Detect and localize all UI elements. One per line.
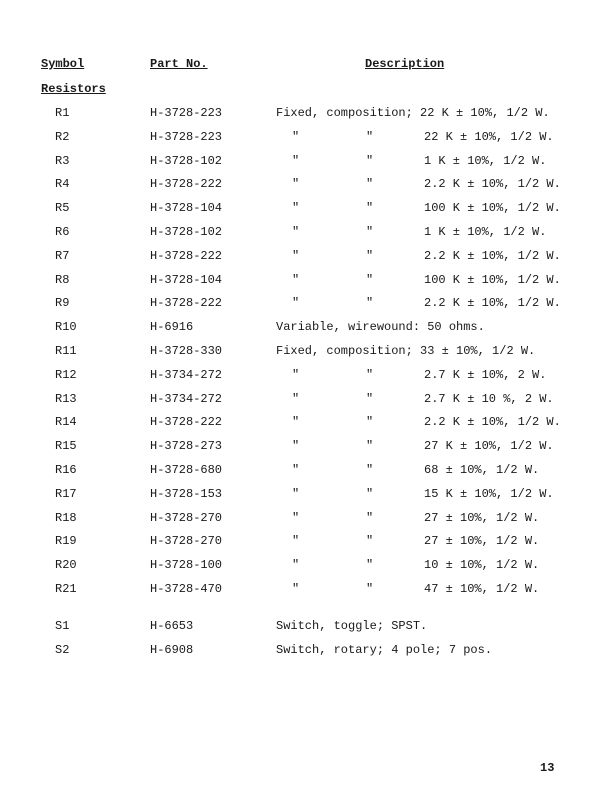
part-number-cell: H-3728-104 bbox=[150, 272, 223, 287]
table-row bbox=[0, 368, 612, 392]
section-heading-resistors: Resistors bbox=[41, 82, 106, 96]
part-number-cell: H-3734-272 bbox=[150, 367, 223, 382]
ditto-mark: " bbox=[292, 224, 300, 239]
ditto-mark: " bbox=[292, 486, 300, 501]
description-cell: Switch, rotary; 4 pole; 7 pos. bbox=[276, 642, 493, 657]
table-row bbox=[0, 511, 612, 535]
symbol-cell: R3 bbox=[55, 153, 70, 168]
symbol-cell: R18 bbox=[55, 510, 77, 525]
table-row bbox=[0, 582, 612, 606]
ditto-mark: " bbox=[292, 415, 300, 430]
table-row bbox=[0, 619, 612, 643]
ditto-mark: " bbox=[292, 201, 300, 216]
ditto-mark: " bbox=[366, 486, 374, 501]
ditto-mark: " bbox=[292, 367, 300, 382]
ditto-mark: " bbox=[292, 272, 300, 287]
part-number-cell: H-6916 bbox=[150, 320, 194, 335]
symbol-cell: R8 bbox=[55, 272, 70, 287]
part-number-cell: H-3728-680 bbox=[150, 462, 223, 477]
value-cell: 2.7 K ± 10 %, 2 W. bbox=[424, 391, 554, 406]
part-number-cell: H-3728-223 bbox=[150, 106, 223, 120]
value-cell: 1 K ± 10%, 1/2 W. bbox=[424, 224, 547, 239]
part-number-cell: H-3728-222 bbox=[150, 296, 223, 311]
part-number-cell: H-3734-272 bbox=[150, 391, 223, 406]
ditto-mark: " bbox=[292, 534, 300, 549]
table-row bbox=[0, 534, 612, 558]
part-number-cell: H-3728-330 bbox=[150, 343, 223, 358]
value-cell: 2.2 K ± 10%, 1/2 W. bbox=[424, 296, 561, 311]
header-description: Description bbox=[365, 57, 445, 71]
table-row bbox=[0, 487, 612, 511]
ditto-mark: " bbox=[292, 558, 300, 573]
part-number-cell: H-3728-100 bbox=[150, 558, 223, 573]
symbol-cell: S2 bbox=[55, 642, 70, 657]
symbol-cell: R20 bbox=[55, 558, 77, 573]
ditto-mark: " bbox=[292, 296, 300, 311]
ditto-mark: " bbox=[292, 391, 300, 406]
ditto-mark: " bbox=[292, 439, 300, 454]
ditto-mark: " bbox=[366, 296, 374, 311]
part-number-cell: H-3728-102 bbox=[150, 153, 223, 168]
value-cell: 2.2 K ± 10%, 1/2 W. bbox=[424, 415, 561, 430]
symbol-cell: R13 bbox=[55, 391, 77, 406]
value-cell: 22 K ± 10%, 1/2 W. bbox=[424, 129, 554, 144]
table-row bbox=[0, 392, 612, 416]
part-number-cell: H-3728-102 bbox=[150, 224, 223, 239]
description-cell: Switch, toggle; SPST. bbox=[276, 618, 428, 633]
symbol-cell: R14 bbox=[55, 415, 77, 430]
symbol-cell: R5 bbox=[55, 201, 70, 216]
symbol-cell: R7 bbox=[55, 248, 70, 263]
ditto-mark: " bbox=[292, 153, 300, 168]
description-cell: Fixed, composition; 22 K ± 10%, 1/2 W. bbox=[276, 106, 550, 120]
table-row bbox=[0, 344, 612, 368]
value-cell: 2.2 K ± 10%, 1/2 W. bbox=[424, 177, 561, 192]
spacer bbox=[0, 606, 612, 619]
ditto-mark: " bbox=[366, 367, 374, 382]
symbol-cell: R17 bbox=[55, 486, 77, 501]
ditto-mark: " bbox=[366, 415, 374, 430]
table-row bbox=[0, 643, 612, 667]
value-cell: 47 ± 10%, 1/2 W. bbox=[424, 581, 540, 596]
parts-list bbox=[0, 106, 612, 666]
page-number: 13 bbox=[540, 761, 555, 775]
symbol-cell: R16 bbox=[55, 462, 77, 477]
value-cell: 2.7 K ± 10%, 2 W. bbox=[424, 367, 547, 382]
table-row bbox=[0, 154, 612, 178]
ditto-mark: " bbox=[366, 439, 374, 454]
part-number-cell: H-6653 bbox=[150, 618, 194, 633]
ditto-mark: " bbox=[366, 224, 374, 239]
value-cell: 15 K ± 10%, 1/2 W. bbox=[424, 486, 554, 501]
ditto-mark: " bbox=[292, 248, 300, 263]
ditto-mark: " bbox=[366, 581, 374, 596]
part-number-cell: H-3728-270 bbox=[150, 534, 223, 549]
part-number-cell: H-3728-273 bbox=[150, 439, 223, 454]
ditto-mark: " bbox=[366, 272, 374, 287]
table-row bbox=[0, 273, 612, 297]
ditto-mark: " bbox=[366, 510, 374, 525]
ditto-mark: " bbox=[292, 129, 300, 144]
ditto-mark: " bbox=[366, 462, 374, 477]
table-row bbox=[0, 320, 612, 344]
symbol-cell: R4 bbox=[55, 177, 70, 192]
table-row bbox=[0, 249, 612, 273]
header-part-no: Part No. bbox=[150, 57, 208, 71]
ditto-mark: " bbox=[292, 510, 300, 525]
symbol-cell: R6 bbox=[55, 224, 70, 239]
value-cell: 68 ± 10%, 1/2 W. bbox=[424, 462, 540, 477]
value-cell: 2.2 K ± 10%, 1/2 W. bbox=[424, 248, 561, 263]
ditto-mark: " bbox=[292, 177, 300, 192]
symbol-cell: R9 bbox=[55, 296, 70, 311]
value-cell: 1 K ± 10%, 1/2 W. bbox=[424, 153, 547, 168]
symbol-cell: R12 bbox=[55, 367, 77, 382]
symbol-cell: S1 bbox=[55, 618, 70, 633]
part-number-cell: H-3728-470 bbox=[150, 581, 223, 596]
symbol-cell: R2 bbox=[55, 129, 70, 144]
part-number-cell: H-3728-222 bbox=[150, 248, 223, 263]
ditto-mark: " bbox=[292, 581, 300, 596]
symbol-cell: R15 bbox=[55, 439, 77, 454]
symbol-cell: R21 bbox=[55, 581, 77, 596]
ditto-mark: " bbox=[292, 462, 300, 477]
table-row bbox=[0, 177, 612, 201]
ditto-mark: " bbox=[366, 248, 374, 263]
part-number-cell: H-3728-104 bbox=[150, 201, 223, 216]
symbol-cell: R11 bbox=[55, 343, 77, 358]
symbol-cell: R10 bbox=[55, 320, 77, 335]
value-cell: 10 ± 10%, 1/2 W. bbox=[424, 558, 540, 573]
part-number-cell: H-3728-223 bbox=[150, 129, 223, 144]
description-cell: Variable, wirewound: 50 ohms. bbox=[276, 320, 485, 335]
table-row bbox=[0, 463, 612, 487]
symbol-cell: R1 bbox=[55, 106, 70, 120]
value-cell: 27 K ± 10%, 1/2 W. bbox=[424, 439, 554, 454]
ditto-mark: " bbox=[366, 201, 374, 216]
header-symbol: Symbol bbox=[41, 57, 85, 71]
table-row bbox=[0, 225, 612, 249]
table-row bbox=[0, 296, 612, 320]
value-cell: 27 ± 10%, 1/2 W. bbox=[424, 534, 540, 549]
ditto-mark: " bbox=[366, 177, 374, 192]
value-cell: 100 K ± 10%, 1/2 W. bbox=[424, 272, 561, 287]
ditto-mark: " bbox=[366, 129, 374, 144]
table-row bbox=[0, 439, 612, 463]
symbol-cell: R19 bbox=[55, 534, 77, 549]
description-cell: Fixed, composition; 33 ± 10%, 1/2 W. bbox=[276, 343, 536, 358]
part-number-cell: H-3728-222 bbox=[150, 415, 223, 430]
table-row bbox=[0, 106, 612, 130]
table-row bbox=[0, 415, 612, 439]
ditto-mark: " bbox=[366, 534, 374, 549]
value-cell: 100 K ± 10%, 1/2 W. bbox=[424, 201, 561, 216]
part-number-cell: H-6908 bbox=[150, 642, 194, 657]
table-row bbox=[0, 130, 612, 154]
part-number-cell: H-3728-270 bbox=[150, 510, 223, 525]
table-row bbox=[0, 558, 612, 582]
ditto-mark: " bbox=[366, 558, 374, 573]
part-number-cell: H-3728-153 bbox=[150, 486, 223, 501]
ditto-mark: " bbox=[366, 391, 374, 406]
part-number-cell: H-3728-222 bbox=[150, 177, 223, 192]
ditto-mark: " bbox=[366, 153, 374, 168]
value-cell: 27 ± 10%, 1/2 W. bbox=[424, 510, 540, 525]
table-row bbox=[0, 201, 612, 225]
